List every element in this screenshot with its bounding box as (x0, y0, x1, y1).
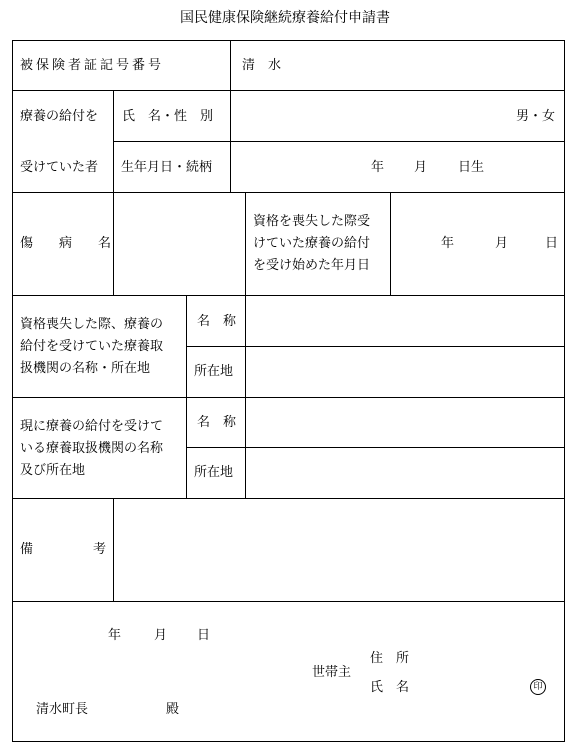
name-sex-label: 氏 名・性 別 (122, 109, 214, 124)
sex-options[interactable]: 男・女 (516, 109, 556, 124)
birth-day-mark: 日生 (458, 160, 485, 175)
row-divider (12, 192, 565, 193)
institution-prev-line3: 扱機関の名称・所在地 (20, 361, 151, 376)
row-divider (12, 498, 565, 499)
row-divider (186, 346, 565, 347)
loss-label-line1: 資格を喪失した際受 (253, 214, 371, 229)
birth-label: 生年月日・続柄 (121, 160, 213, 175)
injury-label: 傷 病 名 (20, 236, 112, 251)
loss-label-line3: を受け始めた年月日 (253, 258, 371, 273)
row-divider (113, 141, 565, 142)
recipient-label-line1: 療養の給付を (20, 109, 99, 124)
birth-month-mark: 月 (414, 160, 428, 175)
row-divider (12, 295, 565, 296)
form-title: 国民健康保険継続療養給付申請書 (180, 10, 390, 26)
birth-year-mark: 年 (371, 160, 385, 175)
loss-year-mark: 年 (441, 236, 455, 251)
loss-month-mark: 月 (495, 236, 509, 251)
col-divider (113, 90, 114, 295)
institution-prev-line1: 資格喪失した際、療養の (20, 317, 164, 332)
institution-curr-line1: 現に療養の給付を受けて (20, 419, 164, 434)
insured-number-value[interactable]: 清 水 (242, 58, 282, 73)
recipient-label-line2: 受けていた者 (20, 160, 99, 175)
row-divider (12, 601, 565, 602)
remarks-label: 備 (20, 542, 34, 557)
householder-label: 世帯主 (312, 665, 352, 680)
col-divider (390, 192, 391, 295)
seal-mark-icon: 印 (530, 679, 546, 695)
date-year-mark: 年 (108, 628, 122, 643)
col-divider (245, 192, 246, 295)
form-table (12, 40, 565, 742)
date-day-mark: 日 (197, 628, 211, 643)
institution-name-label: 名 称 (197, 415, 237, 430)
loss-label-line2: けていた療養の給付 (253, 236, 371, 251)
loss-day-mark: 日 (545, 236, 559, 251)
householder-name-label: 氏 名 (370, 680, 410, 695)
row-divider (12, 397, 565, 398)
honorific: 殿 (166, 702, 180, 717)
institution-prev-line2: 給付を受けていた療養取 (20, 339, 164, 354)
col-divider (230, 40, 231, 90)
householder-address-label: 住 所 (370, 651, 410, 666)
addressee: 清水町長 (36, 702, 89, 717)
col-divider (230, 90, 231, 192)
row-divider (186, 447, 565, 448)
col-divider (245, 295, 246, 498)
institution-curr-line3: 及び所在地 (20, 463, 86, 478)
institution-name-label: 名 称 (197, 314, 237, 329)
institution-address-label: 所在地 (194, 465, 234, 480)
date-month-mark: 月 (154, 628, 168, 643)
col-divider (186, 295, 187, 498)
row-divider (12, 90, 565, 91)
col-divider (113, 498, 114, 601)
institution-address-label: 所在地 (194, 364, 234, 379)
insured-number-label: 被保険者証記号番号 (20, 58, 165, 73)
institution-curr-line2: いる療養取扱機関の名称 (20, 441, 164, 456)
remarks-label: 考 (93, 542, 107, 557)
